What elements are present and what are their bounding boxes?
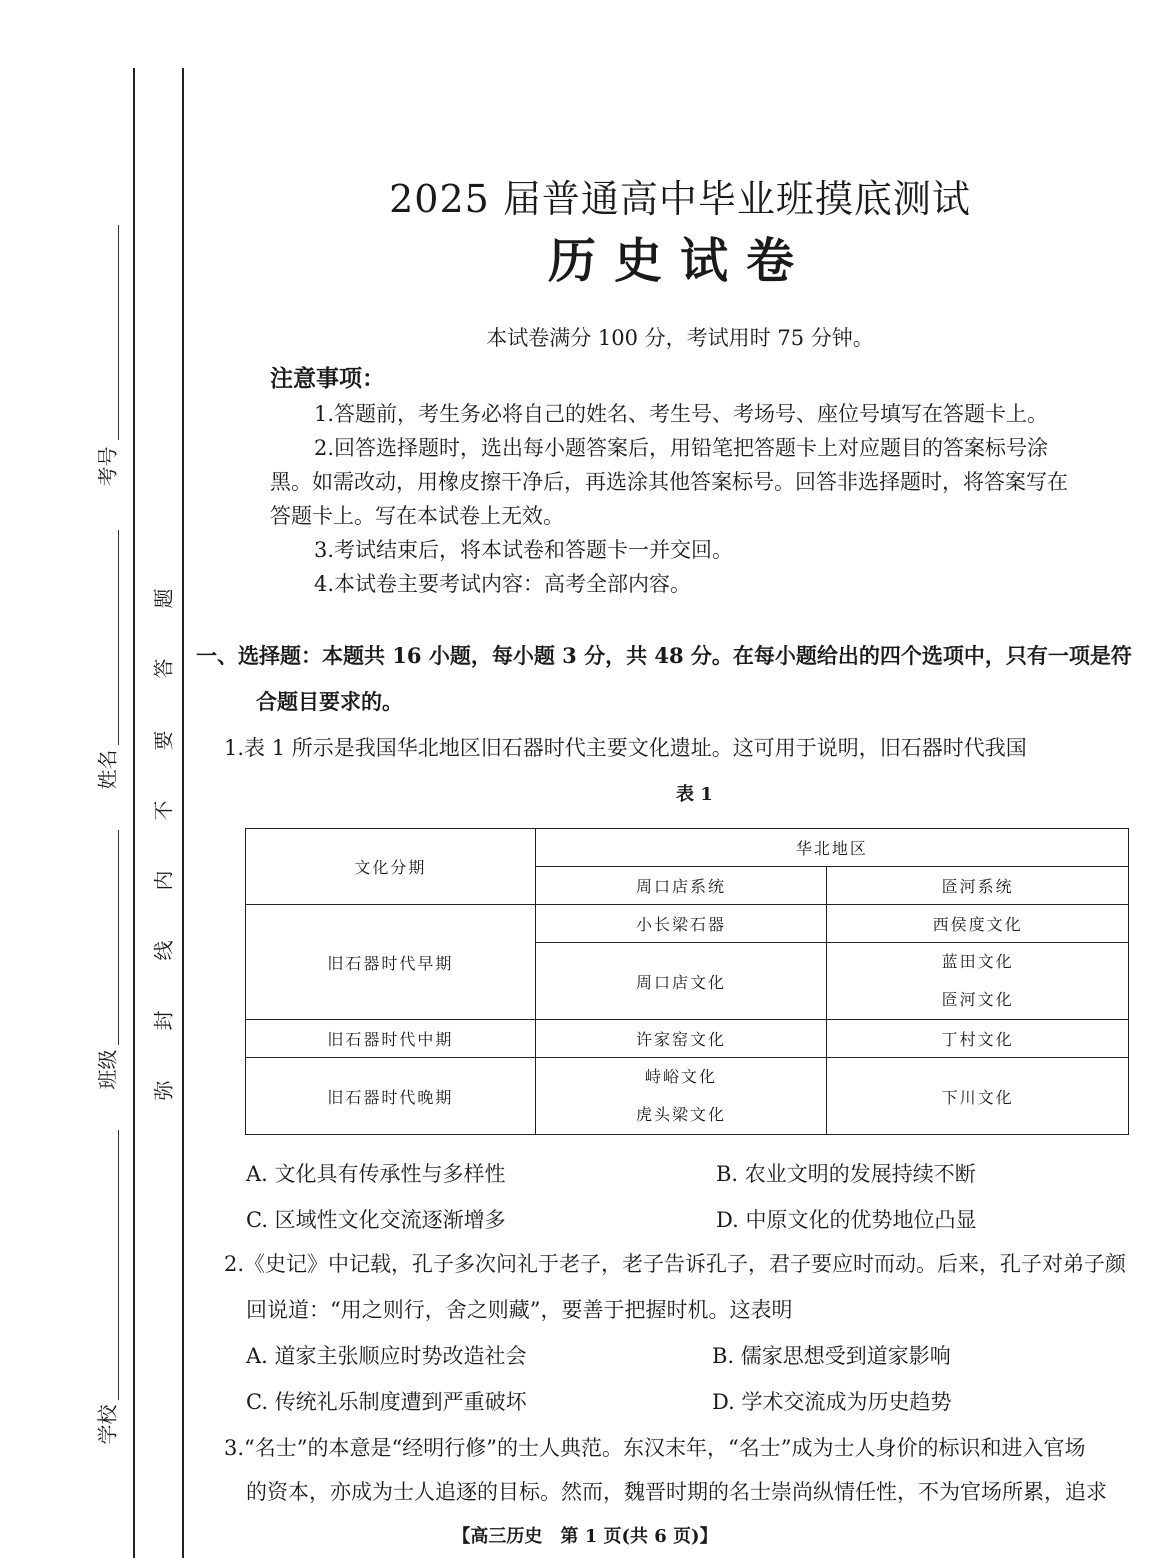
q1-option-b[interactable]: B. 农业文明的发展持续不断 (716, 1162, 976, 1186)
seal-char: 弥 (151, 1080, 176, 1101)
q2-option-b[interactable]: B. 儒家思想受到道家影响 (712, 1344, 951, 1368)
school-blank[interactable] (118, 1130, 119, 1400)
header-period: 文化分期 (246, 829, 536, 905)
question-2-stem: 2.《史记》中记载，孔子多次问礼于老子，老子告诉孔子，君子要应时而动。后来，孔子对弟子颜 (224, 1252, 1127, 1276)
q1-option-c[interactable]: C. 区域性文化交流逐渐增多 (246, 1208, 506, 1232)
q1-option-d[interactable]: D. 中原文化的优势地位凸显 (716, 1208, 977, 1232)
page-footer: 【高三历史 第 1 页(共 6 页)】 (452, 1526, 718, 1547)
notice-item: 黑。如需改动，用橡皮擦干净后，再选涂其他答案标号。回答非选择题时，将答案写在 (270, 470, 1068, 494)
table-cell: 丁村文化 (827, 1020, 1129, 1058)
table-caption: 表 1 (676, 784, 713, 805)
table-cell: 下川文化 (827, 1058, 1129, 1135)
seal-char: 要 (151, 730, 176, 751)
label-exam-number: 考号 (95, 446, 120, 487)
seal-char: 内 (151, 870, 176, 891)
section-heading: 一、选择题：本题共 16 小题，每小题 3 分，共 48 分。在每小题给出的四个选项中，只有一项是符 (196, 643, 1132, 668)
notice-item: 4.本试卷主要考试内容：高考全部内容。 (314, 572, 692, 596)
section-heading-cont: 合题目要求的。 (256, 689, 403, 714)
question-1-stem: 1.表 1 所示是我国华北地区旧石器时代主要文化遗址。这可用于说明，旧石器时代我国 (224, 736, 1027, 760)
question-3-stem: 3.“名士”的本意是“经明行修”的士人典范。东汉末年，“名士”成为士人身价的标识和进入官场 (224, 1436, 1086, 1460)
notice-item: 3.考试结束后，将本试卷和答题卡一并交回。 (314, 538, 734, 562)
notice-item: 2.回答选择题时，选出每小题答案后，用铅笔把答题卡上对应题目的答案标号涂 (314, 436, 1049, 460)
period-late: 旧石器时代晚期 (246, 1058, 536, 1135)
table-cell-line: 匼河文化 (941, 990, 1014, 1009)
table-cell: 小长梁石器 (535, 905, 827, 943)
seal-char: 答 (151, 658, 176, 679)
question-2-stem-cont: 回说道：“用之则行，舍之则藏”，要善于把握时机。这表明 (246, 1298, 793, 1322)
table-cell: 周口店文化 (535, 943, 827, 1020)
name-blank[interactable] (118, 530, 119, 745)
exam-number-blank[interactable] (118, 225, 119, 440)
q1-option-a[interactable]: A. 文化具有传承性与多样性 (246, 1162, 506, 1186)
table-cell: 西侯度文化 (827, 905, 1129, 943)
seal-char: 线 (151, 940, 176, 961)
header-system-2: 匼河系统 (827, 867, 1129, 905)
question-3-stem-cont: 的资本，亦成为士人追逐的目标。然而，魏晋时期的名士崇尚纵情任性，不为官场所累，追求 (246, 1480, 1107, 1504)
label-class: 班级 (95, 1049, 120, 1090)
q2-option-a[interactable]: A. 道家主张顺应时势改造社会 (246, 1344, 527, 1368)
exam-info: 本试卷满分 100 分，考试用时 75 分钟。 (486, 326, 874, 350)
class-blank[interactable] (118, 830, 119, 1045)
culture-table (245, 828, 1129, 1135)
q2-option-d[interactable]: D. 学术交流成为历史趋势 (712, 1390, 952, 1414)
table-cell-multi (535, 1058, 827, 1135)
seal-char: 封 (151, 1010, 176, 1031)
label-name: 姓名 (95, 749, 120, 790)
notice-item: 1.答题前，考生务必将自己的姓名、考生号、考场号、座位号填写在答题卡上。 (314, 402, 1049, 426)
exam-title: 历史试卷 (547, 233, 812, 289)
seal-char: 不 (151, 800, 176, 821)
margin-line-outer (133, 68, 135, 1558)
seal-char: 题 (151, 588, 176, 609)
q2-option-c[interactable]: C. 传统礼乐制度遭到严重破坏 (246, 1390, 527, 1414)
table-cell-multi (827, 943, 1129, 1020)
margin-line-inner (182, 68, 184, 1558)
period-middle: 旧石器时代中期 (246, 1020, 536, 1058)
period-early: 旧石器时代早期 (246, 905, 536, 1020)
table-cell-line: 蓝田文化 (941, 952, 1014, 971)
table-cell-line: 峙峪文化 (644, 1067, 717, 1086)
header-system-1: 周口店系统 (535, 867, 827, 905)
notice-heading: 注意事项： (270, 365, 385, 392)
header-region: 华北地区 (535, 829, 1128, 867)
table-cell-line: 虎头梁文化 (635, 1105, 726, 1124)
table-cell: 许家窑文化 (535, 1020, 827, 1058)
exam-subtitle: 2025 届普通高中毕业班摸底测试 (389, 177, 971, 221)
label-school: 学校 (95, 1404, 120, 1445)
notice-item: 答题卡上。写在本试卷上无效。 (270, 504, 564, 528)
